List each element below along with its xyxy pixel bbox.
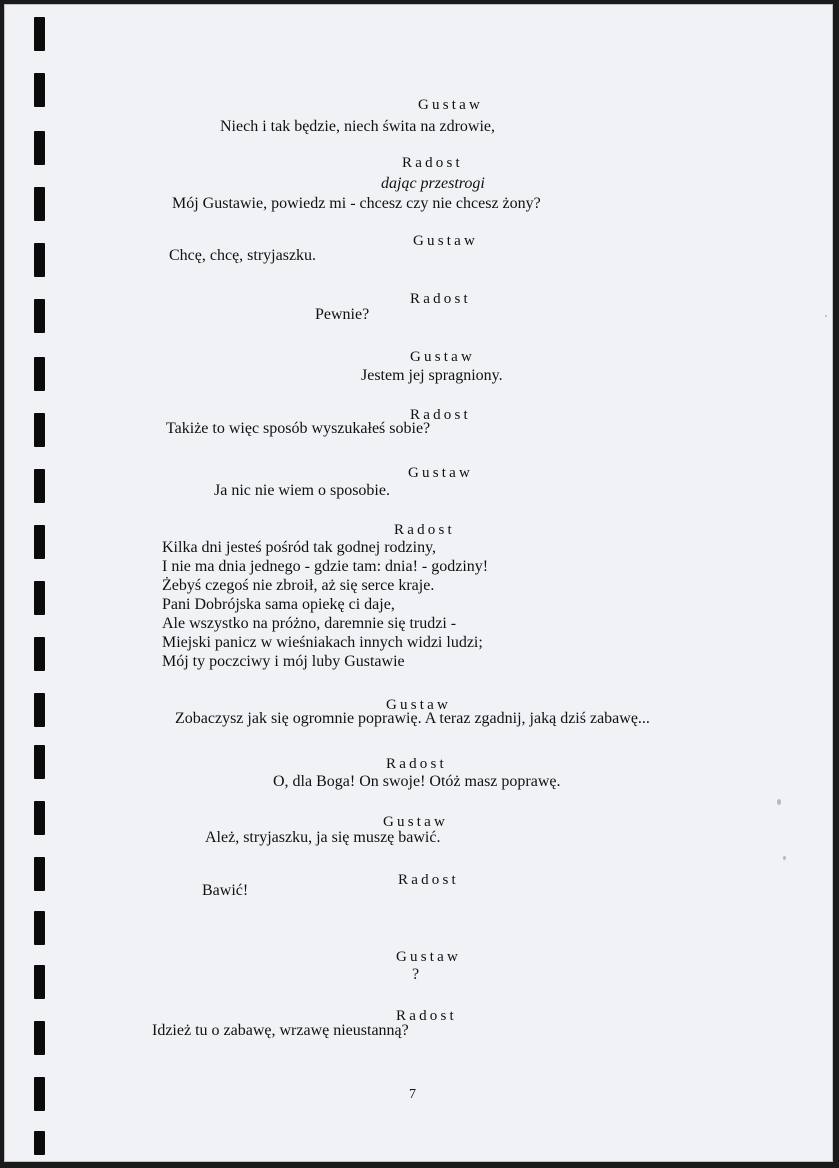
binding-hole: [34, 745, 45, 779]
dialogue-line: Mój Gustawie, powiedz mi - chcesz czy nie chcesz żony?: [172, 195, 541, 212]
binding-hole: [34, 17, 45, 51]
dialogue-line: Pani Dobrójska sama opiekę ci daje,: [162, 596, 395, 613]
binding-hole: [34, 187, 45, 221]
dialogue-line: Idzież tu o zabawę, wrzawę nieustanną?: [152, 1022, 409, 1039]
page-number: 7: [409, 1087, 416, 1102]
binding-hole: [34, 413, 45, 447]
binding-hole: [34, 525, 45, 559]
speaker-name: Gustaw: [383, 814, 449, 830]
speaker-name: Radost: [396, 1008, 457, 1024]
binding-hole: [34, 1131, 45, 1155]
binding-hole: [34, 857, 45, 891]
dialogue-line: Żebyś czegoś nie zbroił, aż się serce kraje.: [162, 577, 435, 594]
binding-hole: [34, 637, 45, 671]
speaker-name: Radost: [398, 872, 459, 888]
speaker-name: Radost: [410, 407, 471, 423]
dialogue-line: Jestem jej spragniony.: [361, 367, 503, 384]
speaker-name: Gustaw: [386, 697, 452, 713]
dialogue-line: Zobaczysz jak się ogromnie poprawię. A teraz zgadnij, jaką dziś zabawę...: [175, 710, 650, 727]
speaker-name: Radost: [386, 756, 447, 772]
speaker-name: Gustaw: [408, 465, 474, 481]
binding-hole: [34, 131, 45, 165]
binding-hole: [34, 243, 45, 277]
binding-hole: [34, 693, 45, 727]
dialogue-line: O, dla Boga! On swoje! Otóż masz poprawę.: [273, 773, 561, 790]
dialogue-line: Bawić!: [202, 882, 249, 899]
speaker-name: Radost: [394, 522, 455, 538]
scan-speck: [783, 856, 786, 860]
binding-hole: [34, 911, 45, 945]
stage-direction: dając przestrogi: [381, 175, 485, 192]
scan-speck: [777, 799, 781, 805]
dialogue-line: Takiże to więc sposób wyszukałeś sobie?: [166, 420, 431, 437]
binding-hole: [34, 1021, 45, 1055]
binding-hole: [34, 801, 45, 835]
binding-hole: [34, 357, 45, 391]
dialogue-line: Kilka dni jesteś pośród tak godnej rodziny,: [162, 539, 437, 556]
dialogue-line: Miejski panicz w wieśniakach innych widzi ludzi;: [162, 634, 483, 651]
binding-hole: [34, 73, 45, 107]
binding-hole: [34, 965, 45, 999]
speaker-name: Radost: [402, 155, 463, 171]
dialogue-line: Ja nic nie wiem o sposobie.: [214, 482, 390, 499]
dialogue-line: Ależ, stryjaszku, ja się muszę bawić.: [205, 829, 441, 846]
binding-hole: [34, 469, 45, 503]
binding-hole: [34, 1077, 45, 1111]
speaker-name: Gustaw: [396, 949, 462, 965]
speaker-name: Gustaw: [410, 349, 476, 365]
dialogue-line: I nie ma dnia jednego - gdzie tam: dnia! - godziny!: [162, 558, 489, 575]
speaker-name: Gustaw: [413, 233, 479, 249]
dialogue-line: Mój ty poczciwy i mój luby Gustawie: [162, 653, 405, 670]
dialogue-line: ?: [412, 966, 420, 983]
speaker-name: Radost: [410, 291, 471, 307]
binding-hole: [34, 581, 45, 615]
dialogue-line: Ale wszystko na próżno, daremnie się trudzi -: [162, 615, 457, 632]
document-page: [4, 4, 833, 1162]
dialogue-line: Niech i tak będzie, niech świta na zdrowie,: [220, 118, 495, 135]
scan-speck: [825, 315, 827, 317]
dialogue-line: Pewnie?: [315, 306, 370, 323]
binding-hole: [34, 299, 45, 333]
dialogue-line: Chcę, chcę, stryjaszku.: [169, 247, 317, 264]
speaker-name: Gustaw: [418, 97, 484, 113]
